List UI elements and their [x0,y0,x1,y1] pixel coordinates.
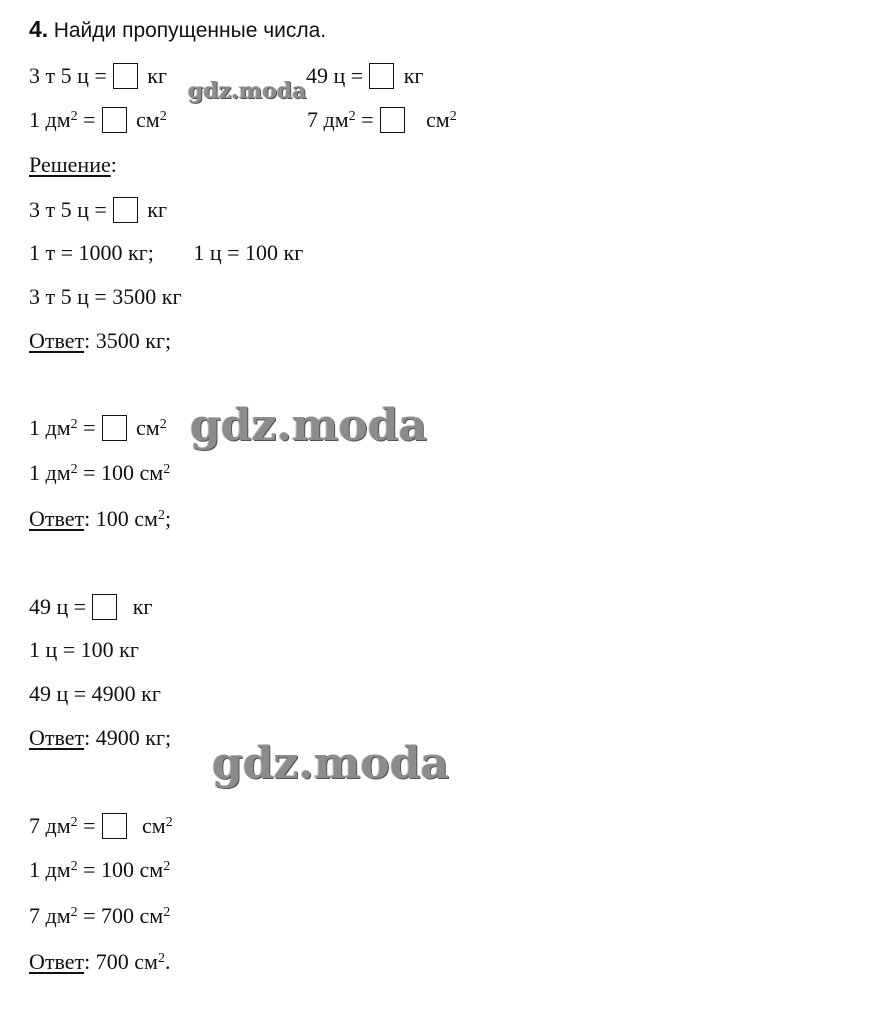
problem-2 [306,63,423,89]
answer-label: Ответ [29,725,85,750]
problem-1-unit: кг [147,63,168,88]
answer-label: Ответ [29,328,85,353]
s1-result: 3 т 5 ц = 3500 кг [29,284,182,309]
s2-question: 1 $дм^2 = см^2$ [29,415,167,440]
exponent: 2 [165,815,173,830]
s4-fact [29,857,170,883]
answer-box [92,594,117,620]
s4-answer-end: . [164,949,171,974]
s3-question-lhs: 49 ц = [29,594,87,619]
problem-3-unit: см [136,107,160,132]
exponent: 2 [157,951,165,966]
task-title: Найди пропущенные числа. [53,19,327,42]
s2-fact-lhs: 1 дм [29,460,71,485]
exponent: 2 [70,462,78,477]
problem-3 [29,107,167,133]
solution-label: Решение [29,152,111,177]
s1-question [29,197,167,223]
s2-answer-value: : 100 см [84,506,158,531]
watermark: gdz.moda [190,400,428,451]
s4-answer [29,949,170,975]
answer-label: Ответ [29,506,85,531]
exponent: 2 [159,417,167,432]
s1-answer [29,328,171,354]
problem-1-lhs: 3 т 5 ц = [29,63,107,88]
answer-label: Ответ [29,949,85,974]
s4-result-rhs: = 700 см [77,903,164,928]
equals-sign: = [361,107,374,132]
answer-box [102,107,127,133]
problem-1 [29,63,167,89]
exponent: 2 [70,109,78,124]
exponent: 2 [70,417,78,432]
task-number: 4. [29,16,49,42]
problem-3-lhs: 1 дм [29,107,71,132]
s2-answer-end: ; [164,506,172,531]
answer-box [102,415,127,441]
exponent: 2 [70,815,78,830]
s2-fact [29,460,170,486]
s2-fact-rhs: = 100 см [77,460,164,485]
exponent: 2 [163,859,171,874]
s3-question [29,594,152,620]
answer-box [369,63,394,89]
s4-question: 7 $дм^2 = см^2$ [29,813,173,838]
s4-fact-rhs: = 100 см [77,857,164,882]
answer-box [113,63,138,89]
s4-answer-value: : 700 см [84,949,158,974]
s4-question-unit: см [142,813,166,838]
s1-question-lhs: 3 т 5 ц = [29,197,107,222]
problem-4 [307,107,457,133]
s3-result: 49 ц = 4900 кг [29,681,161,706]
answer-box [102,813,127,839]
task-heading [29,16,326,44]
s2-question-unit: см [136,415,160,440]
exponent: 2 [70,859,78,874]
s3-answer [29,725,171,751]
equals-sign: = [83,107,96,132]
exponent: 2 [70,905,78,920]
exponent: 2 [348,109,356,124]
problem-4-unit: см [426,107,450,132]
s4-question-lhs: 7 дм [29,813,71,838]
s2-question-lhs: 1 дм [29,415,71,440]
s4-result [29,903,170,929]
problem-2-lhs: 49 ц = [306,63,364,88]
watermark: gdz.moda [212,738,450,789]
solution-heading: Решение: [29,152,117,177]
s1-answer-value: : 3500 кг; [84,328,172,353]
s1-fact-b: 1 ц = 100 кг [193,240,304,265]
s3-question-unit: кг [132,594,153,619]
s2-answer [29,506,171,532]
problem-2-unit: кг [403,63,424,88]
exponent: 2 [449,109,457,124]
exponent: 2 [163,905,171,920]
s4-fact-lhs: 1 дм [29,857,71,882]
s1-facts [29,240,303,266]
exponent: 2 [159,109,167,124]
answer-box [113,197,138,223]
exponent: 2 [157,508,165,523]
s3-answer-value: : 4900 кг; [84,725,172,750]
s1-fact-a: 1 т = 1000 кг; [29,240,154,265]
s4-result-lhs: 7 дм [29,903,71,928]
answer-box [380,107,405,133]
problem-4-lhs: 7 дм [307,107,349,132]
watermark: gdz.moda [188,78,307,104]
exponent: 2 [163,462,171,477]
s3-fact: 1 ц = 100 кг [29,637,139,662]
s1-question-unit: кг [147,197,168,222]
